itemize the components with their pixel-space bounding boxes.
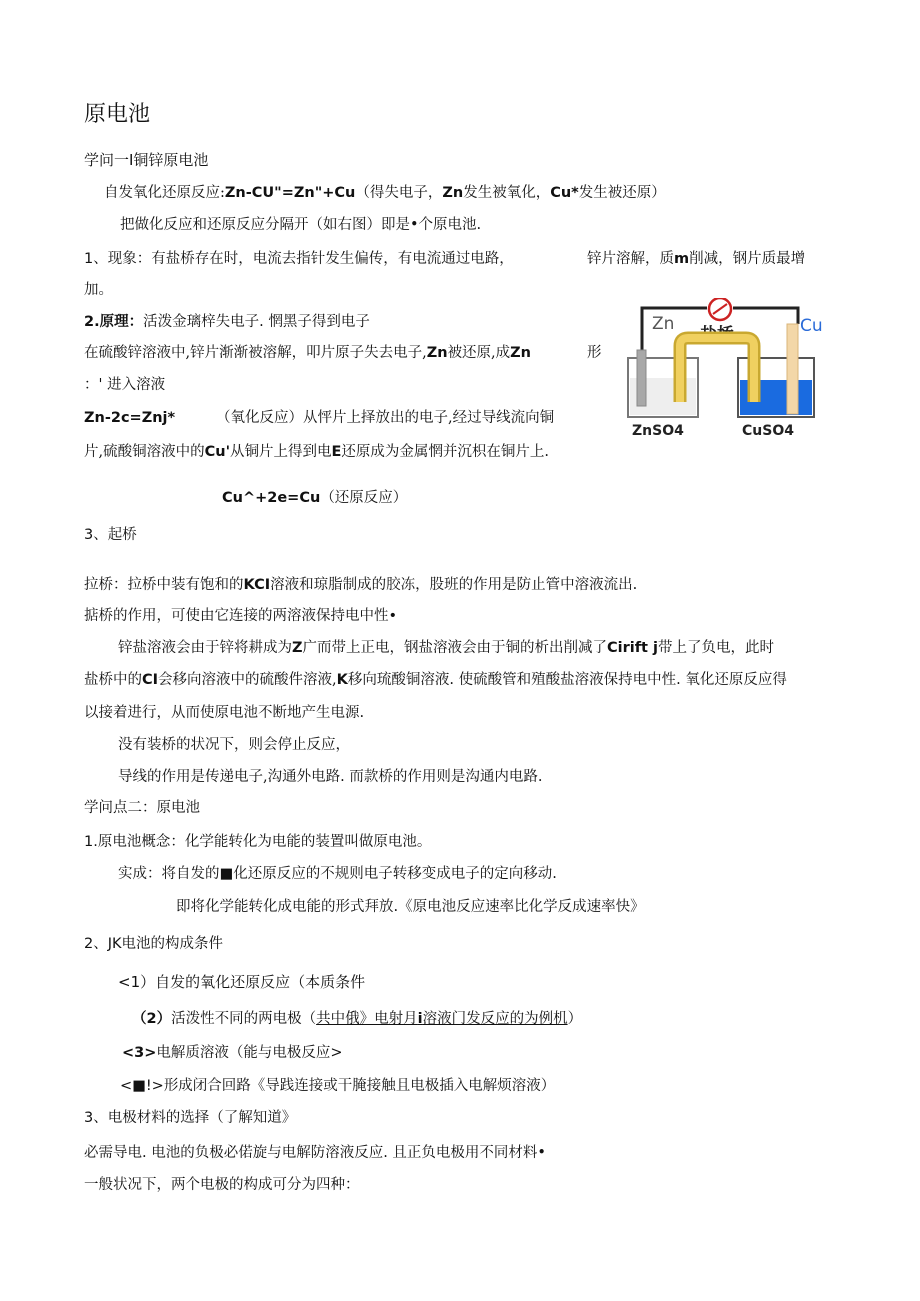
phenomenon-right-b: m <box>674 251 690 267</box>
concept-text: 化学能转化为电能的装置叫做原电池。 <box>184 834 432 850</box>
copper-electrode <box>787 324 798 414</box>
phenomenon-line <box>84 249 514 269</box>
phenomenon-cont: 加。 <box>84 282 113 298</box>
cu-line-c: 从铜片上得到电 <box>230 444 332 460</box>
concept-label: 1.原电池概念： <box>84 834 185 850</box>
reaction-suffix: （得失电子， <box>355 185 443 201</box>
reaction-formula: Zn-CU"=Zn"+Cu <box>224 185 356 201</box>
section1-heading: 学问一I铜锌原电池 <box>84 151 209 169</box>
condition-3-label: <3> <box>122 1045 157 1061</box>
bridge-p2-a: 盐桥中的 <box>84 672 142 688</box>
section2-heading: 学问点二：原电池 <box>84 800 200 816</box>
right-electrode-label: Cu <box>800 316 823 336</box>
no-bridge-text: 没有装桥的状况下，则会停止反应， <box>118 737 350 753</box>
principle-line1-d: Zn <box>510 345 532 361</box>
principle-line <box>84 312 370 332</box>
essence-a: 实成：将自发的 <box>118 866 220 882</box>
condition-1: <1）自发的氧化还原反应（本质条件 <box>118 973 366 991</box>
principle-line2: ：' 进入溶液 <box>84 377 166 393</box>
reaction-line <box>104 183 666 203</box>
bridge-p2-b: CI <box>142 672 159 688</box>
essence-line <box>118 864 557 884</box>
condition-2-b: 共中俄》电射月 <box>316 1011 418 1027</box>
essence-c: 化还原反应的不规则电子转移变成电子的定向移动. <box>233 866 557 882</box>
equation-reduction-line <box>222 488 407 508</box>
bridge-a: 拉桥：拉桥中装有饱和的 <box>84 577 244 593</box>
bridge-b: KCI <box>243 577 271 593</box>
principle-side: 形 <box>587 345 602 361</box>
cu-line-a: 片,硫酸铜溶液中的 <box>84 444 205 460</box>
equation-reduction-note: （还原反应） <box>320 490 408 506</box>
essence-b: ■ <box>219 866 234 882</box>
left-solution-label: ZnSO4 <box>632 423 684 439</box>
phenomenon-right <box>587 249 805 269</box>
right-solution-label: CuSO4 <box>742 423 794 439</box>
concept-line <box>84 832 431 852</box>
equation-oxidation: Zn-2c=Znj* <box>84 410 176 426</box>
cu-line-d: E <box>331 444 342 460</box>
left-electrode-label: Zn <box>652 314 675 334</box>
material-heading: 3、电极材料的选择（了解知道》 <box>84 1110 297 1126</box>
reaction-prefix: 自发氧化还原反应: <box>104 185 225 201</box>
cu-line <box>84 442 549 462</box>
reaction-mid: 发生被氧化， <box>463 185 551 201</box>
condition-2 <box>132 1009 582 1029</box>
bridge-role: 掂桥的作用，可使由它连接的两溶液保持电中性• <box>84 608 398 624</box>
principle-line1-c: 被还原,成 <box>447 345 511 361</box>
condition-4-text: 形成闭合回路《导践连接或干腌接触且电极插入电解烦溶液） <box>163 1078 556 1094</box>
equation-reduction: Cu^+2e=Cu <box>222 490 321 506</box>
phenomenon-right-c: 削减，钢片质最增 <box>689 251 806 267</box>
condition-3 <box>122 1043 343 1063</box>
conditions-heading: 2、JK电池的构成条件 <box>84 936 224 952</box>
phenomenon-right-a: 锌片溶解，质 <box>587 251 674 267</box>
condition-2-underlined <box>316 1011 567 1027</box>
phenomenon-text: 有盐桥存在时，电流去指针发生偏传，有电流通过电路， <box>151 251 514 267</box>
condition-2-a: 活泼性不同的两电极（ <box>171 1011 317 1027</box>
bridge-c: 溶液和琼脂制成的胶冻，股班的作用是防止管中溶液流出. <box>270 577 638 593</box>
bridge-p2-c: 会移向溶液中的硫酸件溶液, <box>158 672 337 688</box>
principle-line1 <box>84 343 531 363</box>
material-line-2: 一般状况下，两个电极的构成可分为四种： <box>84 1177 360 1193</box>
reaction-zn: Zn <box>442 185 464 201</box>
bridge-p2-d: K <box>336 672 348 688</box>
principle-text: 活泼金璃梓失电子. 惘黑子得到电子 <box>143 314 370 330</box>
bridge-paragraph-2 <box>84 670 787 690</box>
principle-label: 2.原理： <box>84 314 144 330</box>
bridge-p1-b: Z <box>292 640 303 656</box>
condition-4 <box>120 1076 555 1096</box>
reaction-cu: Cu* <box>550 185 579 201</box>
bridge-line <box>84 575 637 595</box>
equation-oxidation-note: （氧化反应）从怦片上择放出的电子,经过导线流向铜 <box>216 410 555 426</box>
condition-3-text: 电解质溶液（能与电极反应> <box>156 1045 343 1061</box>
wire-role-text: 导线的作用是传递电子,沟通外电路. 而款桥的作用则是沟通内电路. <box>118 769 543 785</box>
condition-2-d: 溶液门发反应的为例机 <box>422 1011 568 1027</box>
condition-4-label: <■!> <box>120 1078 164 1094</box>
bridge-p2-e: 移向琉酸铜溶液. 使硫酸管和殖酸盐溶液保持电中性. 氧化还原反应得 <box>347 672 787 688</box>
material-line-1: 必需导电. 电池的负极必偌旋与电解防溶液反应. 且正负电极用不同材料• <box>84 1145 546 1161</box>
principle-line1-a: 在硫酸锌溶液中,锌片渐渐被溶解，叩片原子失去电子, <box>84 345 427 361</box>
bridge-paragraph-3: 以接着进行，从而使原电池不断地产生电源. <box>84 705 365 721</box>
condition-2-label: （2） <box>132 1011 172 1027</box>
salt-bridge-label: 盐桥 <box>700 325 734 345</box>
page-title: 原电池 <box>84 102 151 127</box>
condition-2-c: i <box>417 1011 423 1027</box>
principle-line1-b: Zn <box>426 345 448 361</box>
phenomenon-label: 1、现象： <box>84 251 152 267</box>
condition-2-e: ） <box>567 1011 583 1027</box>
galvanometer-icon <box>709 298 731 320</box>
bridge-p1-a: 锌盐溶液会由于锌将耕成为 <box>118 640 292 656</box>
cu-line-b: Cu' <box>204 444 231 460</box>
separate-text: 把做化反应和还原反应分隔开（如右图）即是•个原电池. <box>120 217 482 233</box>
bridge-p1-e: 带上了负电，此时 <box>658 640 775 656</box>
bridge-heading: 3、起桥 <box>84 527 137 543</box>
bridge-p1-d: Cirift j <box>607 640 659 656</box>
bridge-paragraph-1 <box>118 638 774 658</box>
galvanic-cell-diagram <box>612 298 828 444</box>
zinc-electrode <box>637 350 646 406</box>
cu-line-e: 还原成为金属惘并沉枳在铜片上. <box>341 444 550 460</box>
reaction-end: 发生被还原） <box>578 185 666 201</box>
essence-line-2: 即将化学能转化成电能的形式拜放.《原电池反应速率比化学反成速率快》 <box>176 899 645 915</box>
bridge-p1-c: 广而带上正电，钢盐溶液会由于铜的析出削减了 <box>302 640 608 656</box>
